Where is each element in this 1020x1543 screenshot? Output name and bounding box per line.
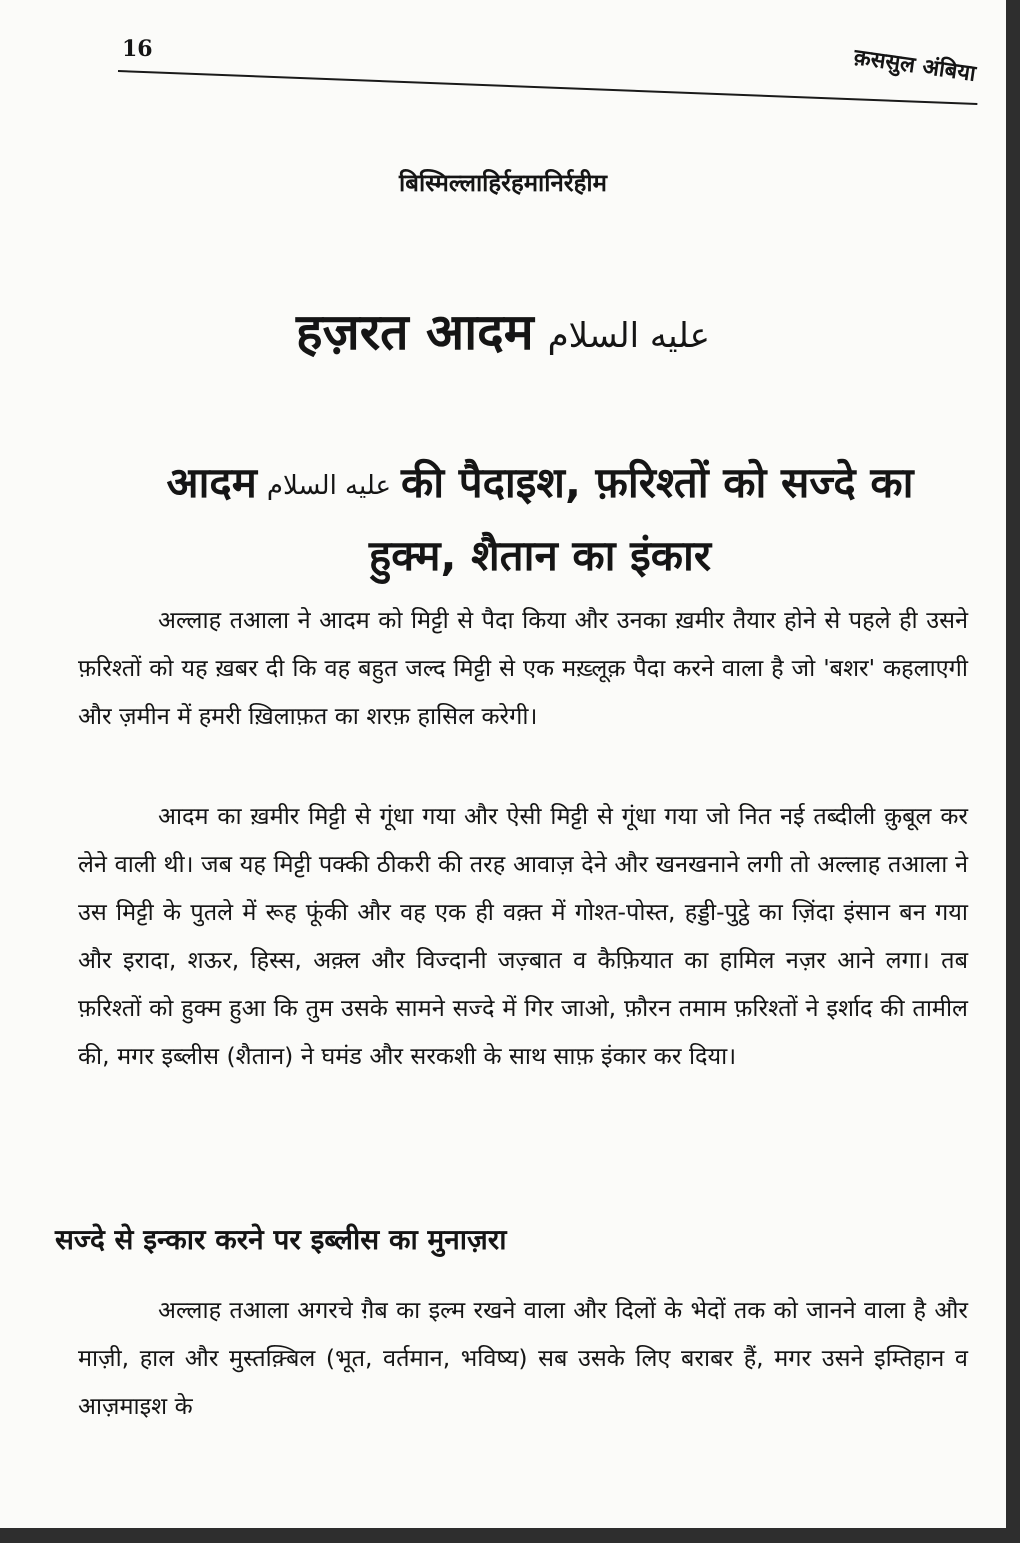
page-number: 16 — [122, 36, 153, 62]
section-title-part1: आदम — [166, 458, 257, 507]
chapter-honorific: عليه السلام — [547, 315, 710, 356]
scan-edge-bottom — [0, 1528, 1020, 1543]
paragraph-2: आदम का ख़मीर मिट्टी से गूंधा गया और ऐसी मिट्टी से गूंधा गया जो नित नई तब्दीली क़ुबूल कर लेने वाली थी। जब यह मिट्टी पक्की ठीकरी की तरह आवाज़ देने और खनखनाने लगी तो अल्लाह तआला ने उस मिट्टी के पुतले में रूह फूंकी और वह एक ही वक़्त में गोश्त-पोस्त, हड्डी-पुट्ठे का ज़िंदा इंसान बन गया और इरादा, शऊर, हिस्स, अक़्ल और विज्दानी जज़्बात व कैफ़ियात का हामिल नज़र आने लगा। तब फ़रिश्तों को हुक्म हुआ कि तुम उसके सामने सज्दे में गिर जाओ, फ़ौरन तमाम फ़रिश्तों ने इर्शाद की तामील की, मगर इब्लीस (शैतान) ने घमंड और सरकशी के साथ साफ़ इंकार कर दिया। — [78, 802, 968, 1070]
header-rule — [118, 70, 977, 105]
section-title-part2: की पैदाइश, फ़रिश्तों को सज्दे का हुक्म, शैतान का इंकार — [368, 458, 914, 580]
chapter-title-text: हज़रत आदम — [296, 303, 534, 361]
paragraph-1: अल्लाह तआला ने आदम को मिट्टी से पैदा किया और उनका ख़मीर तैयार होने से पहले ही उसने फ़रिश्तों को यह ख़बर दी कि वह बहुत जल्द मिट्टी से एक मख़्लूक़ पैदा करने वाला है जो 'बशर' कहलाएगी और ज़मीन में हमरी ख़िलाफ़त का शरफ़ हासिल करेगी। — [78, 606, 968, 730]
chapter-title — [0, 296, 1006, 364]
section-title — [120, 448, 960, 591]
running-head: क़ससुल अंबिया — [852, 45, 978, 87]
scan-edge-right — [1006, 0, 1020, 1543]
section-honorific: عليه السلام — [266, 470, 391, 501]
subheading: सज्दे से इन्कार करने पर इब्लीस का मुनाज़रा — [55, 1223, 507, 1256]
paragraph-3: अल्लाह तआला अगरचे ग़ैब का इल्म रखने वाला और दिलों के भेदों तक को जानने वाला है और माज़ी, हाल और मुस्तक़्बिल (भूत, वर्तमान, भविष्य) सब उसके लिए बराबर हैं, मगर उसने इम्तिहान व आज़माइश के — [78, 1296, 968, 1420]
bismillah-line: बिस्मिल्लाहिर्रहमानिर्रहीम — [399, 169, 607, 197]
